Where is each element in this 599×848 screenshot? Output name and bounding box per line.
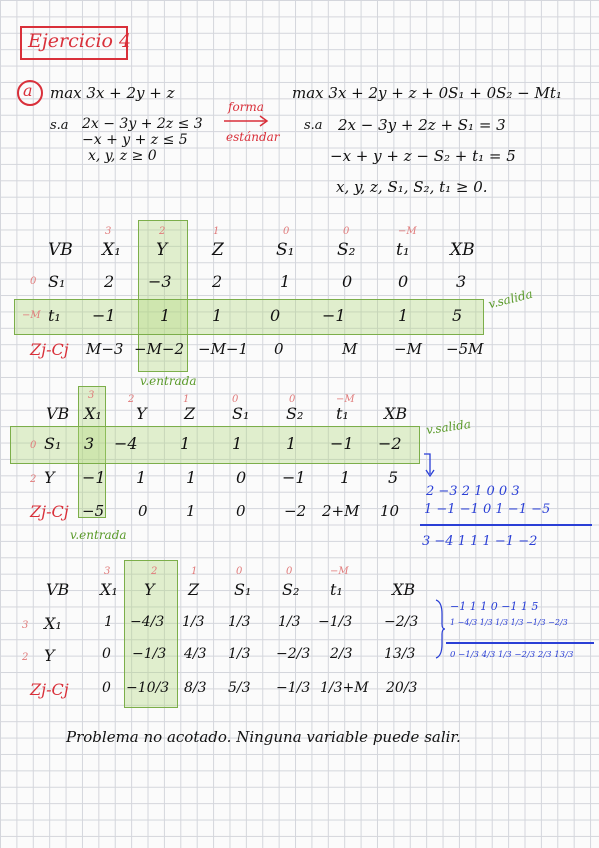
t1-cell: 2 bbox=[104, 272, 115, 291]
t3-side-calc-divider bbox=[446, 642, 594, 644]
t2-header: Z bbox=[184, 404, 196, 423]
t3-side-calc-result: 0 −1/3 4/3 1/3 −2/3 2/3 13/3 bbox=[450, 650, 574, 660]
t1-row-cb: −M bbox=[22, 310, 41, 321]
t3-cell: 1/3 bbox=[278, 614, 301, 630]
t1-cost: 1 bbox=[213, 226, 220, 237]
t2-cell: −1 bbox=[82, 468, 106, 487]
t1-header: XB bbox=[450, 240, 475, 260]
t2-row-cb: 0 bbox=[30, 440, 37, 451]
t2-zj-cell: −2 bbox=[284, 502, 307, 520]
t3-cost: 3 bbox=[104, 566, 111, 577]
t1-cell: 2 bbox=[212, 272, 223, 291]
t2-zj-cell: −5 bbox=[82, 502, 105, 520]
t2-side-calc-divider bbox=[420, 524, 592, 526]
t2-cost: 0 bbox=[232, 394, 239, 405]
standard-nonnegativity: x, y, z, S₁, S₂, t₁ ≥ 0. bbox=[336, 178, 488, 196]
t1-row-cb: 0 bbox=[30, 276, 37, 287]
t3-cost: −M bbox=[330, 566, 349, 577]
t2-row-cb: 2 bbox=[30, 474, 37, 485]
t1-cost: 0 bbox=[343, 226, 350, 237]
t2-cell: −1 bbox=[330, 434, 354, 453]
t3-cell: 1/3 bbox=[182, 614, 205, 630]
original-st-label: s.a bbox=[50, 118, 69, 133]
arrow-down-icon bbox=[420, 452, 436, 482]
arrow-icon bbox=[222, 114, 272, 128]
t2-cell: −4 bbox=[114, 434, 138, 453]
arrow-label-top: forma bbox=[228, 100, 264, 114]
t2-header: t₁ bbox=[336, 404, 349, 423]
original-constraint-1: 2x − 3y + 2z ≤ 3 bbox=[82, 116, 203, 132]
t3-zj-cell: 20/3 bbox=[386, 680, 418, 696]
t2-cost: 1 bbox=[183, 394, 190, 405]
t3-cell: −4/3 bbox=[130, 614, 165, 630]
t2-side-calc-line: 2 −3 2 1 0 0 3 bbox=[426, 484, 520, 499]
standard-st-label: s.a bbox=[304, 118, 323, 133]
part-label: a bbox=[23, 81, 33, 100]
t2-zj-label: Zj-Cj bbox=[30, 502, 69, 521]
standard-constraint-2: −x + y + z − S₂ + t₁ = 5 bbox=[330, 147, 516, 165]
t2-header: X₁ bbox=[84, 404, 102, 423]
t2-header: XB bbox=[384, 404, 408, 423]
t1-header: Y bbox=[156, 240, 168, 260]
t3-cell: −1/3 bbox=[318, 614, 353, 630]
t3-row-cb: 2 bbox=[22, 652, 29, 663]
t3-cell: 4/3 bbox=[184, 646, 207, 662]
t3-side-calc-line: −1 1 1 0 −1 1 5 bbox=[450, 600, 539, 613]
t2-cell: 5 bbox=[388, 468, 399, 487]
t2-cell: 1 bbox=[136, 468, 147, 487]
t3-cost: 2 bbox=[151, 566, 158, 577]
t3-cost: 1 bbox=[191, 566, 198, 577]
t3-header: X₁ bbox=[100, 580, 118, 599]
t1-header: t₁ bbox=[396, 240, 410, 260]
t1-zj-cell: 0 bbox=[274, 340, 284, 358]
t1-header: X₁ bbox=[102, 240, 121, 260]
arrow-label-bottom: estándar bbox=[226, 130, 280, 144]
t2-cost: 3 bbox=[88, 390, 95, 401]
t1-cell: 1 bbox=[398, 306, 409, 325]
t3-cell: 1 bbox=[104, 614, 113, 630]
t3-cell: 1/3 bbox=[228, 646, 251, 662]
t3-zj-cell: −1/3 bbox=[276, 680, 311, 696]
t1-cell: 5 bbox=[452, 306, 463, 325]
t2-entering-note: v.entrada bbox=[70, 528, 127, 542]
t1-cost: 0 bbox=[283, 226, 290, 237]
t2-side-calc-result: 3 −4 1 1 1 −1 −2 bbox=[422, 534, 538, 549]
t2-cell: 1 bbox=[232, 434, 243, 453]
t3-zj-cell: 0 bbox=[102, 680, 111, 696]
t1-leaving-note: v.salida bbox=[486, 286, 535, 312]
t1-cell: 0 bbox=[270, 306, 281, 325]
t1-row-vb: S₁ bbox=[48, 272, 66, 291]
t1-cell: −3 bbox=[148, 272, 172, 291]
t2-side-calc-line: 1 −1 −1 0 1 −1 −5 bbox=[424, 502, 551, 517]
t3-zj-cell: −10/3 bbox=[126, 680, 170, 696]
t2-leaving-note: v.salida bbox=[425, 416, 472, 438]
t3-row-cb: 3 bbox=[22, 620, 29, 631]
t1-row-vb: t₁ bbox=[48, 306, 61, 325]
t3-header: t₁ bbox=[330, 580, 343, 599]
t1-zj-cell: −M−2 bbox=[134, 340, 185, 358]
t2-cell: 0 bbox=[236, 468, 247, 487]
t3-side-calc-line: 1 −4/3 1/3 1/3 1/3 −1/3 −2/3 bbox=[450, 618, 568, 627]
t1-cell: 0 bbox=[398, 272, 409, 291]
t1-zj-cell: −M−1 bbox=[198, 340, 249, 358]
t2-header: VB bbox=[46, 404, 70, 423]
t3-zj-cell: 5/3 bbox=[228, 680, 251, 696]
t1-header: S₁ bbox=[276, 240, 295, 260]
t2-cell: 1 bbox=[340, 468, 351, 487]
t2-cell: 1 bbox=[180, 434, 191, 453]
t1-leaving-row-highlight bbox=[14, 299, 484, 335]
t2-cell: −2 bbox=[378, 434, 402, 453]
t3-row-vb: Y bbox=[44, 646, 55, 665]
t2-zj-cell: 0 bbox=[138, 502, 148, 520]
t2-cell: −1 bbox=[282, 468, 306, 487]
t3-zj-cell: 8/3 bbox=[184, 680, 207, 696]
t3-cost: 0 bbox=[236, 566, 243, 577]
t2-zj-cell: 0 bbox=[236, 502, 246, 520]
t2-zj-cell: 10 bbox=[380, 502, 400, 520]
t1-zj-cell: M−3 bbox=[86, 340, 124, 358]
t2-cell: 1 bbox=[186, 468, 197, 487]
t3-cost: 0 bbox=[286, 566, 293, 577]
t1-cell: −1 bbox=[92, 306, 116, 325]
page-title: Ejercicio 4 bbox=[28, 30, 132, 52]
t2-leaving-row-highlight bbox=[10, 426, 420, 464]
t3-zj-cell: 1/3+M bbox=[320, 680, 369, 696]
t3-header: Z bbox=[188, 580, 200, 599]
t1-entering-note: v.entrada bbox=[140, 374, 197, 388]
conclusion-text: Problema no acotado. Ninguna variable puede salir. bbox=[66, 728, 461, 746]
t1-header: VB bbox=[48, 240, 73, 260]
t2-header: Y bbox=[136, 404, 147, 423]
t1-cost: 3 bbox=[105, 226, 112, 237]
t1-cell: 1 bbox=[160, 306, 171, 325]
t3-zj-label: Zj-Cj bbox=[30, 680, 69, 699]
t3-cell: 0 bbox=[102, 646, 111, 662]
t3-cell: −2/3 bbox=[276, 646, 311, 662]
t3-cell: 1/3 bbox=[228, 614, 251, 630]
t1-zj-cell: −5M bbox=[446, 340, 484, 358]
t1-cell: −1 bbox=[322, 306, 346, 325]
t2-cell: 1 bbox=[286, 434, 297, 453]
original-nonnegativity: x, y, z ≥ 0 bbox=[88, 148, 157, 164]
t2-cell: 3 bbox=[84, 434, 95, 453]
t1-cell: 3 bbox=[456, 272, 467, 291]
t1-cost: −M bbox=[398, 226, 417, 237]
t1-cell: 1 bbox=[212, 306, 223, 325]
t1-cell: 1 bbox=[280, 272, 291, 291]
standard-constraint-1: 2x − 3y + 2z + S₁ = 3 bbox=[338, 116, 506, 134]
t3-row-vb: X₁ bbox=[44, 614, 62, 633]
t2-zj-cell: 2+M bbox=[322, 502, 360, 520]
t3-header: S₂ bbox=[282, 580, 300, 599]
t3-cell: 13/3 bbox=[384, 646, 416, 662]
t3-cell: −1/3 bbox=[132, 646, 167, 662]
t3-header: XB bbox=[392, 580, 416, 599]
t2-zj-cell: 1 bbox=[186, 502, 196, 520]
t2-header: S₂ bbox=[286, 404, 304, 423]
t1-cost: 2 bbox=[159, 226, 166, 237]
t2-cost: −M bbox=[336, 394, 355, 405]
t1-header: S₂ bbox=[337, 240, 356, 260]
t2-cost: 2 bbox=[128, 394, 135, 405]
t3-cell: 2/3 bbox=[330, 646, 353, 662]
t3-header: VB bbox=[46, 580, 70, 599]
t1-zj-cell: −M bbox=[394, 340, 422, 358]
t2-row-vb: Y bbox=[44, 468, 55, 487]
t1-zj-cell: M bbox=[342, 340, 358, 358]
bracket-icon bbox=[434, 598, 446, 660]
t2-cost: 0 bbox=[289, 394, 296, 405]
t2-row-vb: S₁ bbox=[44, 434, 62, 453]
t1-cell: 0 bbox=[342, 272, 353, 291]
t3-header: S₁ bbox=[234, 580, 252, 599]
t3-cell: −2/3 bbox=[384, 614, 419, 630]
t2-header: S₁ bbox=[232, 404, 250, 423]
t1-header: Z bbox=[212, 240, 224, 260]
standard-objective: max 3x + 2y + z + 0S₁ + 0S₂ − Mt₁ bbox=[292, 84, 562, 102]
t1-zj-label: Zj-Cj bbox=[30, 340, 69, 359]
t3-header: Y bbox=[144, 580, 155, 599]
original-objective: max 3x + 2y + z bbox=[50, 84, 175, 102]
original-constraint-2: −x + y + z ≤ 5 bbox=[82, 132, 188, 148]
